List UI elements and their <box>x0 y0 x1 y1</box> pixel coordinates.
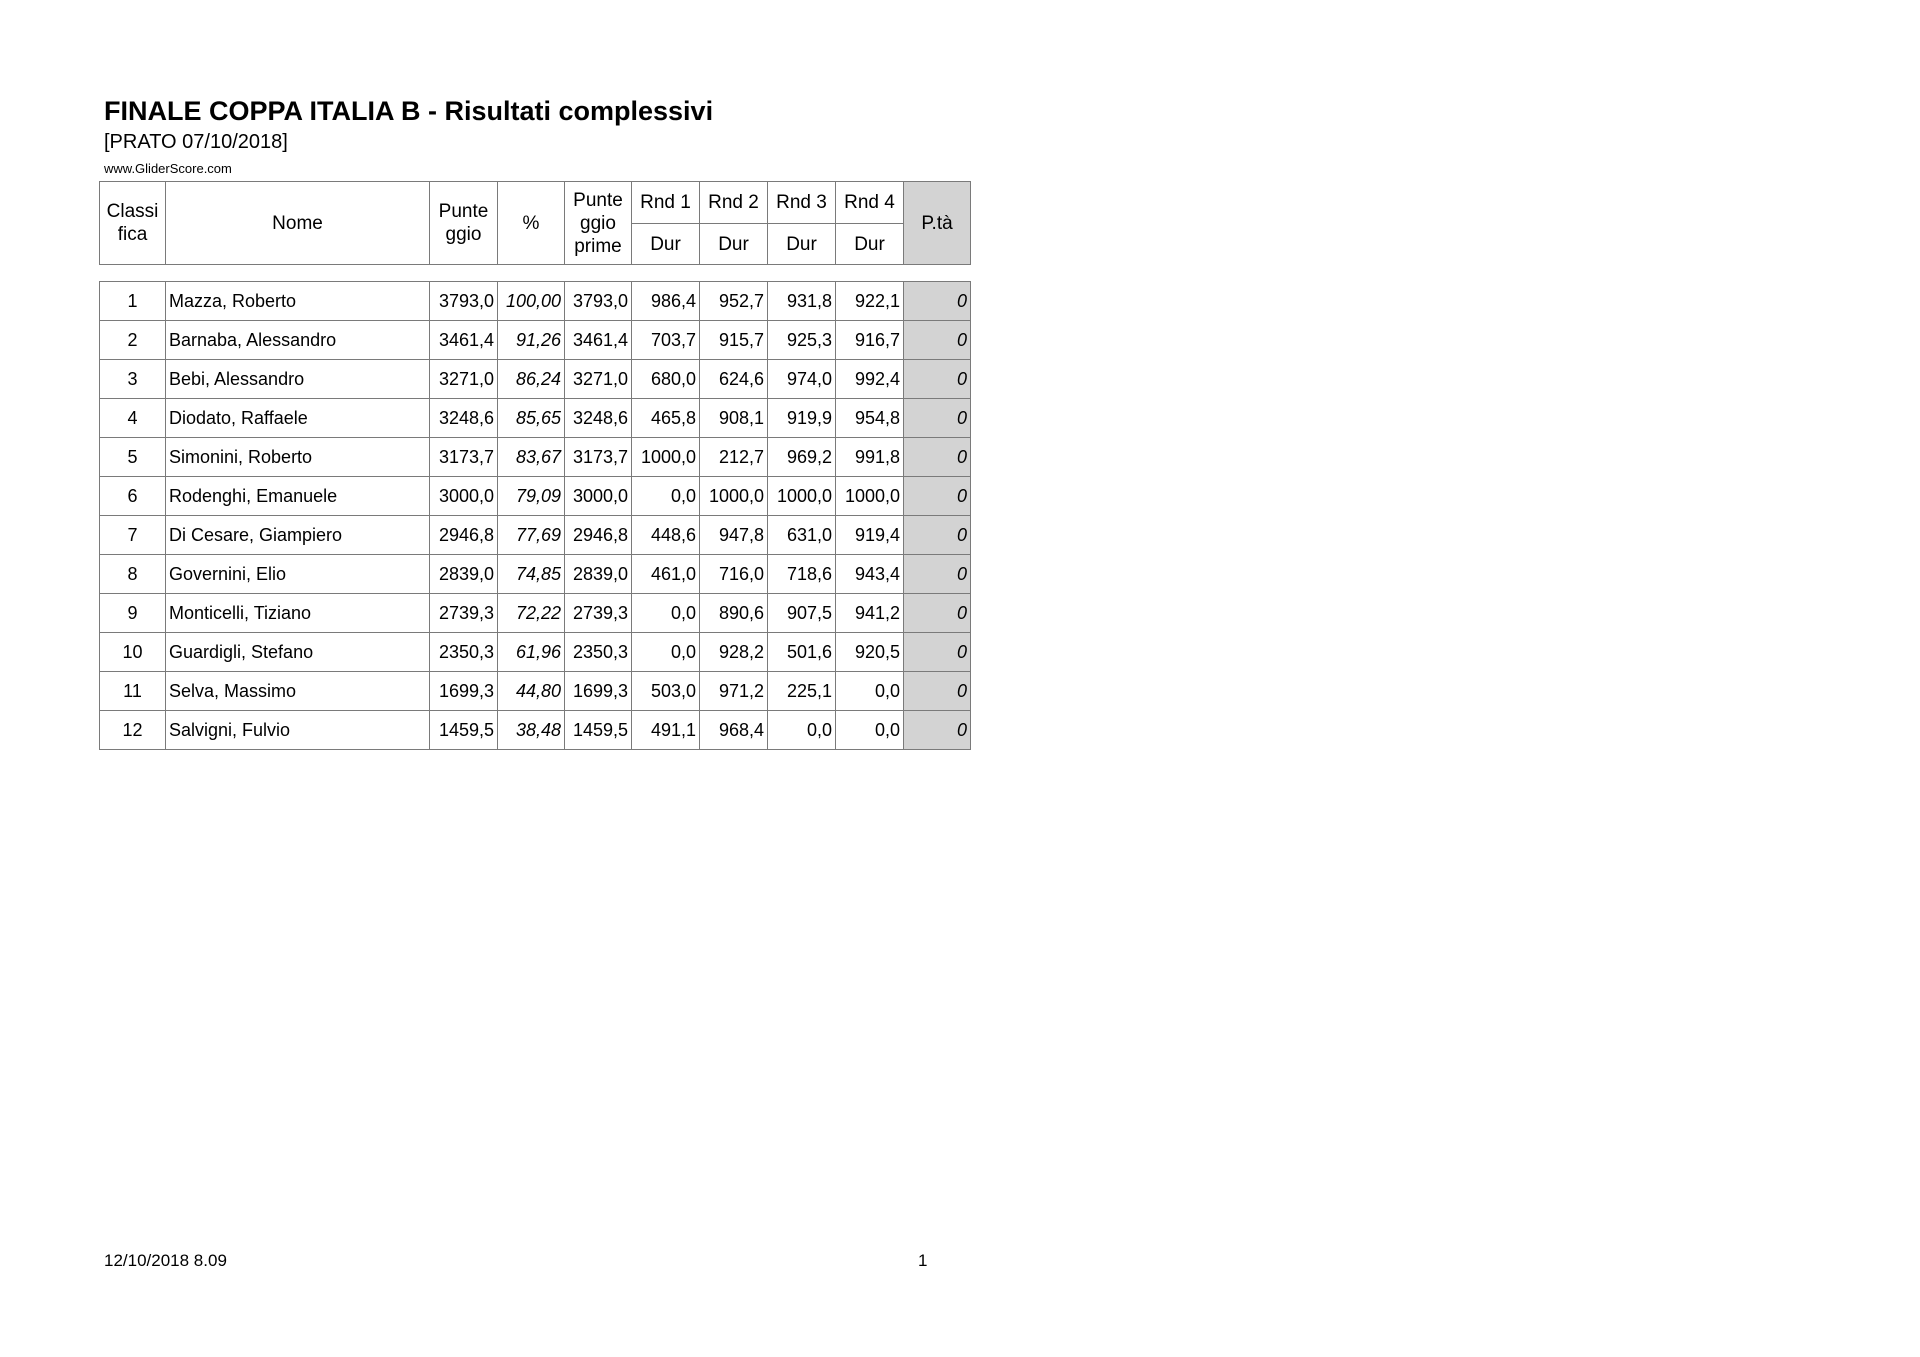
cell-rnd1: 465,8 <box>632 399 700 438</box>
cell-rnd4: 919,4 <box>836 516 904 555</box>
cell-rnd4: 0,0 <box>836 672 904 711</box>
cell-rnd3: 925,3 <box>768 321 836 360</box>
cell-percent: 74,85 <box>498 555 565 594</box>
cell-score: 3248,6 <box>430 399 498 438</box>
cell-rnd1: 503,0 <box>632 672 700 711</box>
cell-penalty: 0 <box>904 633 971 672</box>
col-header-name: Nome <box>166 182 430 265</box>
col-header-score-line2: ggio <box>445 224 482 245</box>
cell-rnd2: 971,2 <box>700 672 768 711</box>
col-header-penalty: P.tà <box>904 182 971 265</box>
col-header-rank-line1: Classi <box>106 201 159 222</box>
col-header-percent: % <box>498 182 565 265</box>
cell-rnd4: 920,5 <box>836 633 904 672</box>
cell-score: 3000,0 <box>430 477 498 516</box>
cell-rnd1: 461,0 <box>632 555 700 594</box>
col-header-rnd2: Rnd 2 <box>700 182 768 224</box>
cell-rnd1: 680,0 <box>632 360 700 399</box>
cell-rnd3: 718,6 <box>768 555 836 594</box>
cell-rank: 4 <box>100 399 166 438</box>
cell-percent: 79,09 <box>498 477 565 516</box>
cell-rnd4: 991,8 <box>836 438 904 477</box>
cell-prime-score: 1459,5 <box>565 711 632 750</box>
col-header-prime-line1: Punte <box>573 189 623 211</box>
cell-rnd4: 922,1 <box>836 282 904 321</box>
cell-rnd1: 0,0 <box>632 477 700 516</box>
cell-rnd2: 212,7 <box>700 438 768 477</box>
cell-name: Rodenghi, Emanuele <box>166 477 430 516</box>
cell-score: 3271,0 <box>430 360 498 399</box>
cell-rnd1: 0,0 <box>632 594 700 633</box>
cell-rank: 8 <box>100 555 166 594</box>
cell-prime-score: 2350,3 <box>565 633 632 672</box>
table-row <box>100 399 971 438</box>
cell-prime-score: 3461,4 <box>565 321 632 360</box>
cell-percent: 72,22 <box>498 594 565 633</box>
cell-rank: 1 <box>100 282 166 321</box>
print-datetime: 12/10/2018 8.09 <box>104 1251 227 1270</box>
col-header-score <box>430 182 498 265</box>
cell-prime-score: 1699,3 <box>565 672 632 711</box>
cell-score: 3793,0 <box>430 282 498 321</box>
table-row <box>100 477 971 516</box>
cell-rnd3: 225,1 <box>768 672 836 711</box>
col-header-dur-2: Dur <box>700 224 768 265</box>
cell-rank: 9 <box>100 594 166 633</box>
cell-penalty: 0 <box>904 477 971 516</box>
cell-rnd2: 890,6 <box>700 594 768 633</box>
page-number: 1 <box>918 1251 928 1270</box>
cell-percent: 38,48 <box>498 711 565 750</box>
table-row <box>100 672 971 711</box>
table-row <box>100 633 971 672</box>
table-row <box>100 555 971 594</box>
cell-rnd2: 952,7 <box>700 282 768 321</box>
cell-name: Salvigni, Fulvio <box>166 711 430 750</box>
cell-percent: 91,26 <box>498 321 565 360</box>
table-row <box>100 360 971 399</box>
col-header-dur-1: Dur <box>632 224 700 265</box>
col-header-rnd1: Rnd 1 <box>632 182 700 224</box>
cell-percent: 83,67 <box>498 438 565 477</box>
cell-score: 1459,5 <box>430 711 498 750</box>
cell-rank: 6 <box>100 477 166 516</box>
cell-penalty: 0 <box>904 321 971 360</box>
cell-name: Bebi, Alessandro <box>166 360 430 399</box>
cell-name: Simonini, Roberto <box>166 438 430 477</box>
col-header-rnd4: Rnd 4 <box>836 182 904 224</box>
cell-rnd1: 448,6 <box>632 516 700 555</box>
cell-rnd3: 919,9 <box>768 399 836 438</box>
cell-prime-score: 3271,0 <box>565 360 632 399</box>
table-row <box>100 711 971 750</box>
cell-prime-score: 3793,0 <box>565 282 632 321</box>
cell-score: 1699,3 <box>430 672 498 711</box>
cell-name: Monticelli, Tiziano <box>166 594 430 633</box>
cell-score: 2350,3 <box>430 633 498 672</box>
cell-rnd3: 631,0 <box>768 516 836 555</box>
results-table <box>99 281 971 750</box>
col-header-rank <box>100 182 166 265</box>
cell-percent: 61,96 <box>498 633 565 672</box>
cell-rnd3: 974,0 <box>768 360 836 399</box>
col-header-prime-line2: ggio <box>580 212 616 234</box>
cell-percent: 100,00 <box>498 282 565 321</box>
cell-rnd4: 0,0 <box>836 711 904 750</box>
cell-rnd1: 0,0 <box>632 633 700 672</box>
cell-rnd2: 1000,0 <box>700 477 768 516</box>
cell-name: Diodato, Raffaele <box>166 399 430 438</box>
cell-name: Di Cesare, Giampiero <box>166 516 430 555</box>
cell-prime-score: 2739,3 <box>565 594 632 633</box>
cell-rnd4: 943,4 <box>836 555 904 594</box>
cell-rnd2: 947,8 <box>700 516 768 555</box>
cell-name: Barnaba, Alessandro <box>166 321 430 360</box>
table-row <box>100 321 971 360</box>
cell-rnd3: 907,5 <box>768 594 836 633</box>
cell-rnd2: 624,6 <box>700 360 768 399</box>
cell-rank: 12 <box>100 711 166 750</box>
cell-rnd4: 992,4 <box>836 360 904 399</box>
cell-rank: 11 <box>100 672 166 711</box>
cell-rnd2: 716,0 <box>700 555 768 594</box>
cell-score: 3461,4 <box>430 321 498 360</box>
cell-rank: 2 <box>100 321 166 360</box>
col-header-dur-4: Dur <box>836 224 904 265</box>
website-label: www.GliderScore.com <box>104 161 232 176</box>
cell-score: 2839,0 <box>430 555 498 594</box>
cell-prime-score: 2946,8 <box>565 516 632 555</box>
cell-penalty: 0 <box>904 711 971 750</box>
cell-rnd4: 941,2 <box>836 594 904 633</box>
cell-percent: 85,65 <box>498 399 565 438</box>
cell-penalty: 0 <box>904 399 971 438</box>
cell-penalty: 0 <box>904 282 971 321</box>
cell-percent: 44,80 <box>498 672 565 711</box>
cell-rank: 10 <box>100 633 166 672</box>
cell-rnd3: 969,2 <box>768 438 836 477</box>
page-title: FINALE COPPA ITALIA B - Risultati complessivi <box>104 96 714 126</box>
cell-rnd1: 1000,0 <box>632 438 700 477</box>
col-header-dur-3: Dur <box>768 224 836 265</box>
col-header-prime-line3: prime <box>574 235 622 257</box>
cell-rank: 7 <box>100 516 166 555</box>
cell-prime-score: 2839,0 <box>565 555 632 594</box>
cell-percent: 86,24 <box>498 360 565 399</box>
cell-penalty: 0 <box>904 555 971 594</box>
cell-penalty: 0 <box>904 516 971 555</box>
cell-prime-score: 3173,7 <box>565 438 632 477</box>
cell-rank: 5 <box>100 438 166 477</box>
col-header-score-line1: Punte <box>438 201 489 222</box>
cell-rnd2: 915,7 <box>700 321 768 360</box>
cell-prime-score: 3248,6 <box>565 399 632 438</box>
results-header-table <box>99 181 971 265</box>
cell-prime-score: 3000,0 <box>565 477 632 516</box>
col-header-rank-line2: fica <box>117 224 148 245</box>
event-subtitle: [PRATO 07/10/2018] <box>104 131 288 153</box>
cell-rnd3: 0,0 <box>768 711 836 750</box>
col-header-prime <box>565 182 632 265</box>
cell-rnd2: 908,1 <box>700 399 768 438</box>
cell-rank: 3 <box>100 360 166 399</box>
cell-score: 3173,7 <box>430 438 498 477</box>
cell-rnd3: 501,6 <box>768 633 836 672</box>
cell-score: 2946,8 <box>430 516 498 555</box>
cell-rnd1: 703,7 <box>632 321 700 360</box>
cell-name: Governini, Elio <box>166 555 430 594</box>
cell-penalty: 0 <box>904 594 971 633</box>
cell-rnd4: 1000,0 <box>836 477 904 516</box>
cell-rnd1: 491,1 <box>632 711 700 750</box>
cell-score: 2739,3 <box>430 594 498 633</box>
cell-penalty: 0 <box>904 438 971 477</box>
cell-penalty: 0 <box>904 360 971 399</box>
table-row <box>100 438 971 477</box>
col-header-rnd3: Rnd 3 <box>768 182 836 224</box>
cell-name: Selva, Massimo <box>166 672 430 711</box>
cell-rnd3: 1000,0 <box>768 477 836 516</box>
cell-percent: 77,69 <box>498 516 565 555</box>
cell-rnd4: 954,8 <box>836 399 904 438</box>
cell-rnd4: 916,7 <box>836 321 904 360</box>
cell-rnd2: 968,4 <box>700 711 768 750</box>
cell-name: Guardigli, Stefano <box>166 633 430 672</box>
cell-name: Mazza, Roberto <box>166 282 430 321</box>
cell-penalty: 0 <box>904 672 971 711</box>
table-row <box>100 516 971 555</box>
table-row <box>100 282 971 321</box>
cell-rnd2: 928,2 <box>700 633 768 672</box>
cell-rnd3: 931,8 <box>768 282 836 321</box>
table-row <box>100 594 971 633</box>
cell-rnd1: 986,4 <box>632 282 700 321</box>
